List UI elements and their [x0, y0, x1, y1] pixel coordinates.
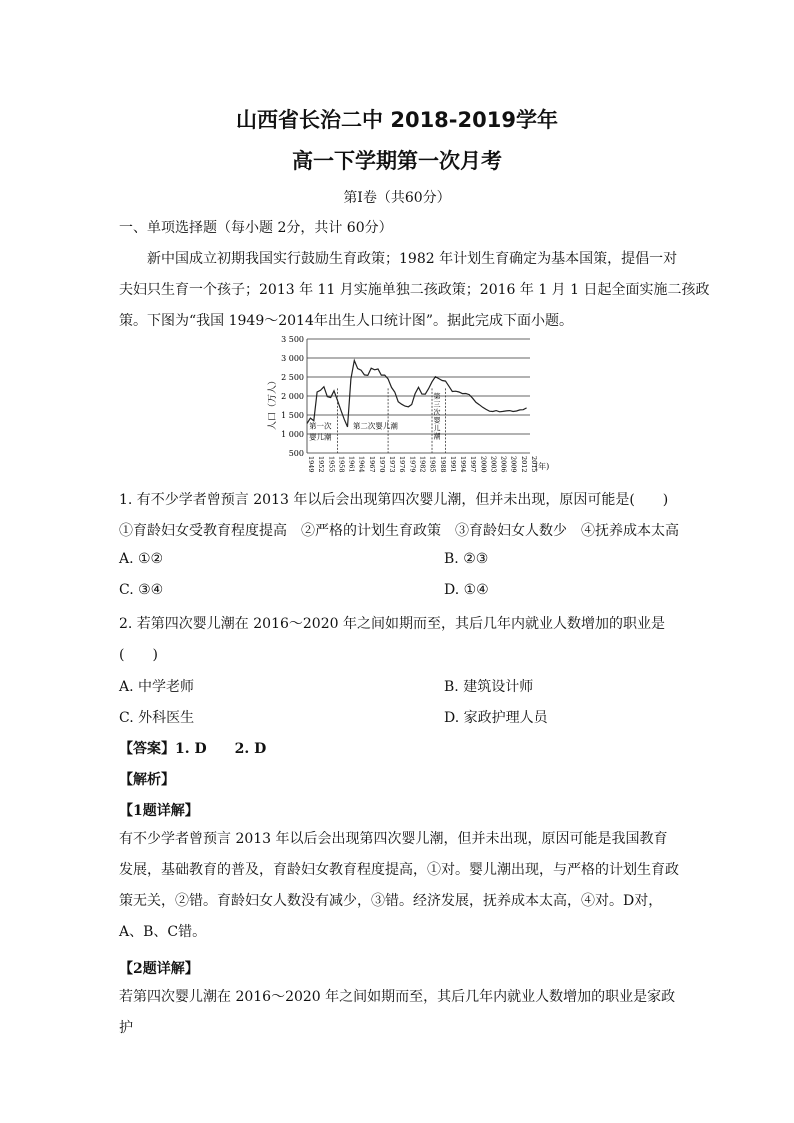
question-2-option-a: A. 中学老师 — [119, 679, 195, 695]
birth-population-chart — [262, 333, 562, 475]
question-2-option-c: C. 外科医生 — [119, 710, 195, 726]
question-1-analysis-text: 有不少学者曾预言 2013 年以后会出现第四次婴儿潮，但并未出现，原因可能是我国教育发展，基础教育的普及，育龄妇女教育程度提高，①对。婴儿潮出现，与严格的计划生育政策无关，②错。育龄妇女人数没有减少，③错。经济发展，抚养成本太高，④对。D对，A、B、C错。 — [119, 831, 679, 940]
x-tick-label: 1961 — [347, 456, 356, 473]
x-tick-label: 1976 — [398, 456, 407, 473]
y-tick-label: 3 500 — [281, 335, 304, 344]
question-1-items: ①育龄妇女受教育程度提高 ②严格的计划生育政策 ③育龄妇女人数少 ④抚养成本太高 — [119, 523, 679, 539]
x-tick-label: 1985 — [428, 456, 437, 473]
y-tick-label: 1 000 — [281, 430, 304, 439]
x-tick-label: 1979 — [408, 456, 417, 473]
question-2-analysis-text: 若第四次婴儿潮在 2016～2020 年之间如期而至，其后几年内就业人数增加的职业是家政护 — [119, 989, 676, 1036]
question-1-option-a: A. ①② — [119, 551, 164, 567]
x-tick-label: 2003 — [489, 456, 498, 473]
document-title-line1: 山西省长治二中 2018-2019学年 — [236, 108, 558, 132]
birth-population-series-line — [307, 361, 527, 427]
question-2-option-d: D. 家政护理人员 — [444, 710, 548, 726]
question-2-option-b: B. 建筑设计师 — [444, 679, 534, 695]
intro-line-2: 夫妇只生育一个孩子；2013 年 11 月实施单独二孩政策；2016 年 1 月 1 日起全面实施二孩政 — [119, 282, 710, 298]
document-title-line2: 高一下学期第一次月考 — [292, 149, 502, 173]
baby-boom-label-2: 第二次婴儿潮 — [352, 421, 398, 431]
intro-line-3: 策。下图为“我国 1949～2014年出生人口统计图”。据此完成下面小题。 — [119, 313, 574, 329]
section-heading: 一、单项选择题（每小题 2分，共计 60分） — [119, 220, 393, 236]
x-tick-label: 1958 — [337, 456, 346, 473]
question-1-analysis-heading: 【1题详解】 — [119, 803, 199, 819]
y-tick-label: 2 500 — [281, 373, 304, 382]
baby-boom-label-1b: 婴儿潮 — [309, 432, 332, 442]
x-tick-label: 1949 — [307, 456, 315, 473]
x-tick-label: 1955 — [327, 456, 336, 473]
y-tick-label: 1 500 — [281, 411, 304, 420]
x-tick-label: 1952 — [317, 456, 326, 473]
x-tick-label: 1997 — [469, 456, 478, 473]
x-tick-label: 1967 — [367, 456, 376, 473]
exam-part-subtitle: 第Ⅰ卷（共60分） — [343, 190, 451, 206]
x-tick-label: 2009 — [509, 456, 518, 473]
x-tick-label: 2015 — [530, 456, 538, 473]
x-tick-label: 2006 — [499, 456, 508, 473]
question-2-analysis-heading: 【2题详解】 — [119, 961, 199, 977]
x-tick-label: 1970 — [377, 456, 386, 473]
x-tick-label: 1991 — [448, 456, 457, 473]
x-tick-label: 1988 — [438, 456, 447, 473]
question-1-option-c: C. ③④ — [119, 582, 164, 598]
analysis-heading: 【解析】 — [119, 772, 175, 788]
intro-line-1: 新中国成立初期我国实行鼓励生育政策；1982 年计划生育确定为基本国策，提倡一对 — [147, 251, 678, 267]
y-tick-label: 2 000 — [281, 392, 304, 401]
baby-boom-label-3: 第三次婴儿潮 — [433, 392, 441, 441]
y-tick-label: 500 — [288, 449, 304, 458]
x-axis-unit-label: (年) — [535, 462, 550, 471]
question-1-stem: 1. 有不少学者曾预言 2013 年以后会出现第四次婴儿潮，但并未出现，原因可能是( ) — [119, 492, 669, 508]
question-2-stem-line1: 2. 若第四次婴儿潮在 2016～2020 年之间如期而至，其后几年内就业人数增加的职业是 — [119, 616, 665, 632]
x-tick-label: 2000 — [479, 456, 488, 473]
question-2-stem-line2: ( ) — [119, 647, 158, 663]
x-tick-label: 2012 — [519, 456, 528, 473]
x-tick-label: 1994 — [459, 456, 468, 473]
question-1-option-b: B. ②③ — [444, 551, 489, 567]
x-tick-label: 1964 — [357, 456, 366, 473]
y-axis-label: 人口（万人） — [268, 375, 278, 430]
x-tick-label: 1973 — [388, 456, 397, 473]
x-tick-label: 1982 — [418, 456, 427, 473]
baby-boom-label-1: 第一次 — [309, 421, 332, 431]
y-tick-label: 3 000 — [281, 354, 304, 363]
question-1-option-d: D. ①④ — [444, 582, 489, 598]
answer-line: 【答案】1. D 2. D — [119, 741, 267, 757]
